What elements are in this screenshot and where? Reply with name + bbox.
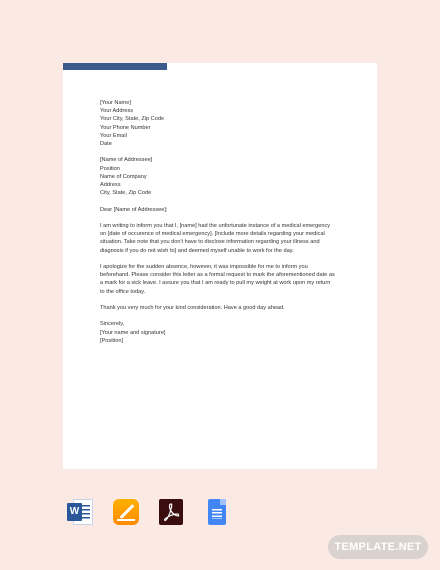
google-docs-icon[interactable] <box>202 498 230 526</box>
recipient-city: City, State, Zip Code <box>100 190 152 197</box>
recipient-company: Name of Company <box>100 173 147 180</box>
template-net-watermark[interactable]: TEMPLATE.NET <box>328 535 428 559</box>
letter-date: Date <box>100 141 112 148</box>
sender-phone: Your Phone Number <box>100 124 151 131</box>
pdf-icon[interactable] <box>157 498 185 526</box>
paragraph-line: Thank you very much for your kind consideration. Have a good day ahead. <box>100 305 285 311</box>
closing-position: [Position] <box>100 337 124 344</box>
letter-body <box>100 99 350 353</box>
paragraph-2 <box>100 263 350 296</box>
header-accent-bar <box>63 63 167 70</box>
salutation-text: Dear [Name of Addressee]; <box>100 206 168 213</box>
sender-block <box>100 99 350 148</box>
closing-sincerely: Sincerely, <box>100 321 125 328</box>
paragraph-3 <box>100 304 350 312</box>
recipient-address: Address <box>100 182 121 189</box>
pdf-glyph <box>162 502 180 522</box>
word-badge: W <box>67 503 82 521</box>
format-icons <box>67 498 230 526</box>
sender-address: Your Address <box>100 108 134 115</box>
paragraph-line: beforehand. Please consider this letter as a formal request to mark the aforementioned date as <box>100 272 335 279</box>
pages-icon[interactable] <box>112 498 140 526</box>
paragraph-line: I am writing to inform you that I, [name] had the unfortunate instance of a medical emergency <box>100 223 331 229</box>
paragraph-line: on [date of occurence of medical emergency]. [Include more details regarding your medical <box>100 231 325 238</box>
paragraph-line: situation. Take note that you don't have to disclose information regarding your illness and <box>100 239 320 246</box>
closing-signature: [Your name and signature] <box>100 329 166 336</box>
recipient-name: [Name of Addressee] <box>100 157 153 164</box>
gdoc-lines <box>212 509 222 519</box>
letter-page <box>63 63 377 469</box>
salutation <box>100 206 350 214</box>
sender-name: [Your Name] <box>100 100 131 106</box>
paragraph-line: diagnosis if you do not wish to] and deemed myself unable to work for the day. <box>100 247 294 254</box>
closing-block <box>100 320 350 345</box>
paragraph-line: I apologize for the sudden absence, however, it was impossible for me to inform you <box>100 264 308 270</box>
gdoc-fold <box>220 499 226 505</box>
sender-city: Your City, State, Zip Code <box>100 116 165 123</box>
word-icon[interactable] <box>67 498 95 526</box>
recipient-position: Position <box>100 165 120 172</box>
paragraph-line: to the office today. <box>100 288 146 295</box>
paragraph-1 <box>100 222 350 255</box>
pages-line <box>117 519 135 521</box>
paragraph-line: a mark for a sick leave. I assure you that I am ready to pull my weight at work upon my return <box>100 280 331 287</box>
recipient-block <box>100 156 350 197</box>
sender-email: Your Email <box>100 132 127 139</box>
